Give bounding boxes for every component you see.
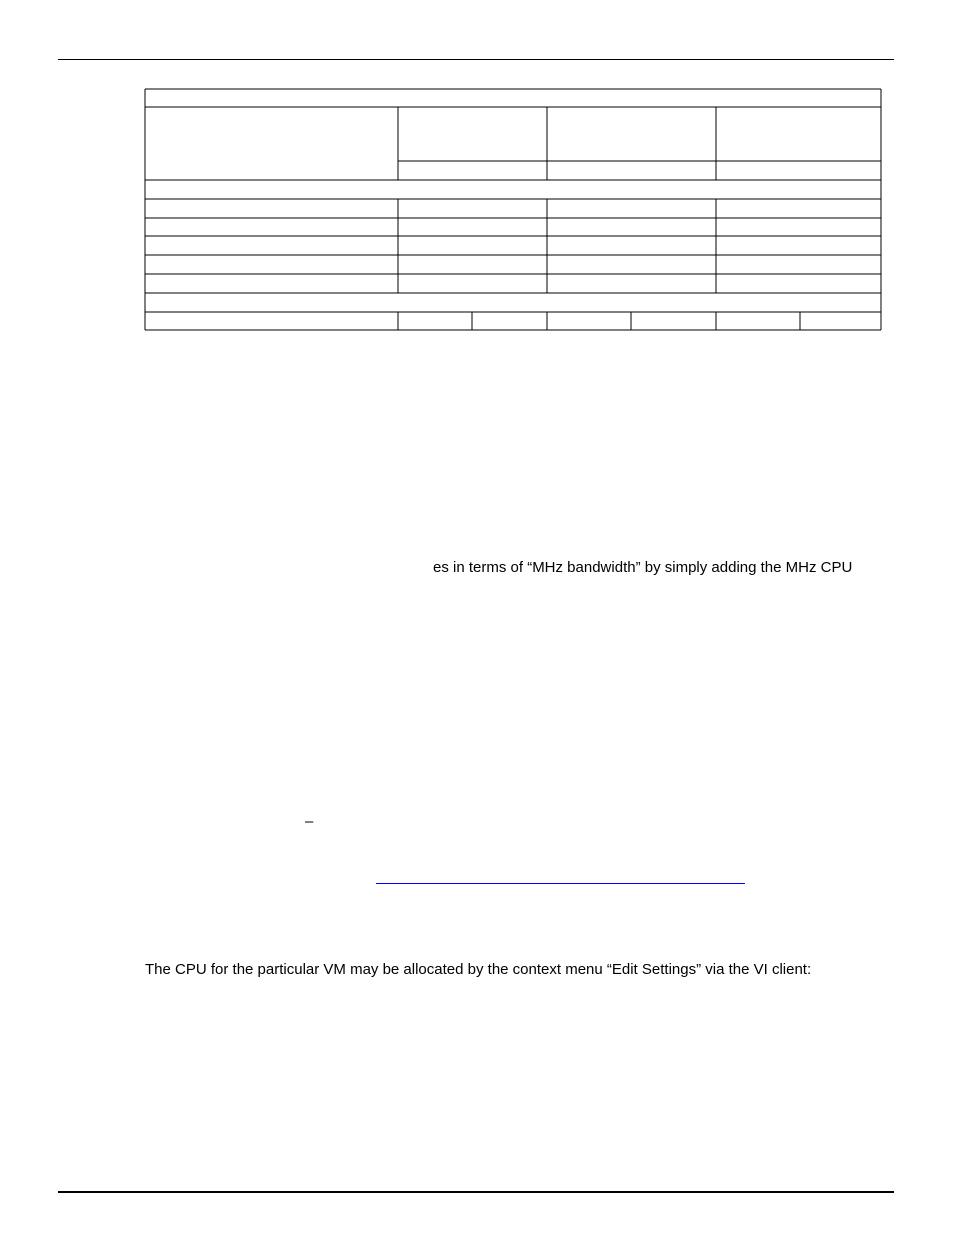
dash-mark: – xyxy=(305,813,314,830)
visible-text-fragment: es in terms of “MHz bandwidth” by simply adding the MHz CPU xyxy=(433,559,853,576)
table-outer-border xyxy=(145,89,881,330)
footer-rule xyxy=(58,1191,894,1193)
table-horizontal-lines xyxy=(145,107,881,312)
hyperlink-underline[interactable] xyxy=(376,883,745,884)
cpu-allocation-sentence: The CPU for the particular VM may be allocated by the context menu “Edit Settings” via the VI client: xyxy=(145,961,812,978)
